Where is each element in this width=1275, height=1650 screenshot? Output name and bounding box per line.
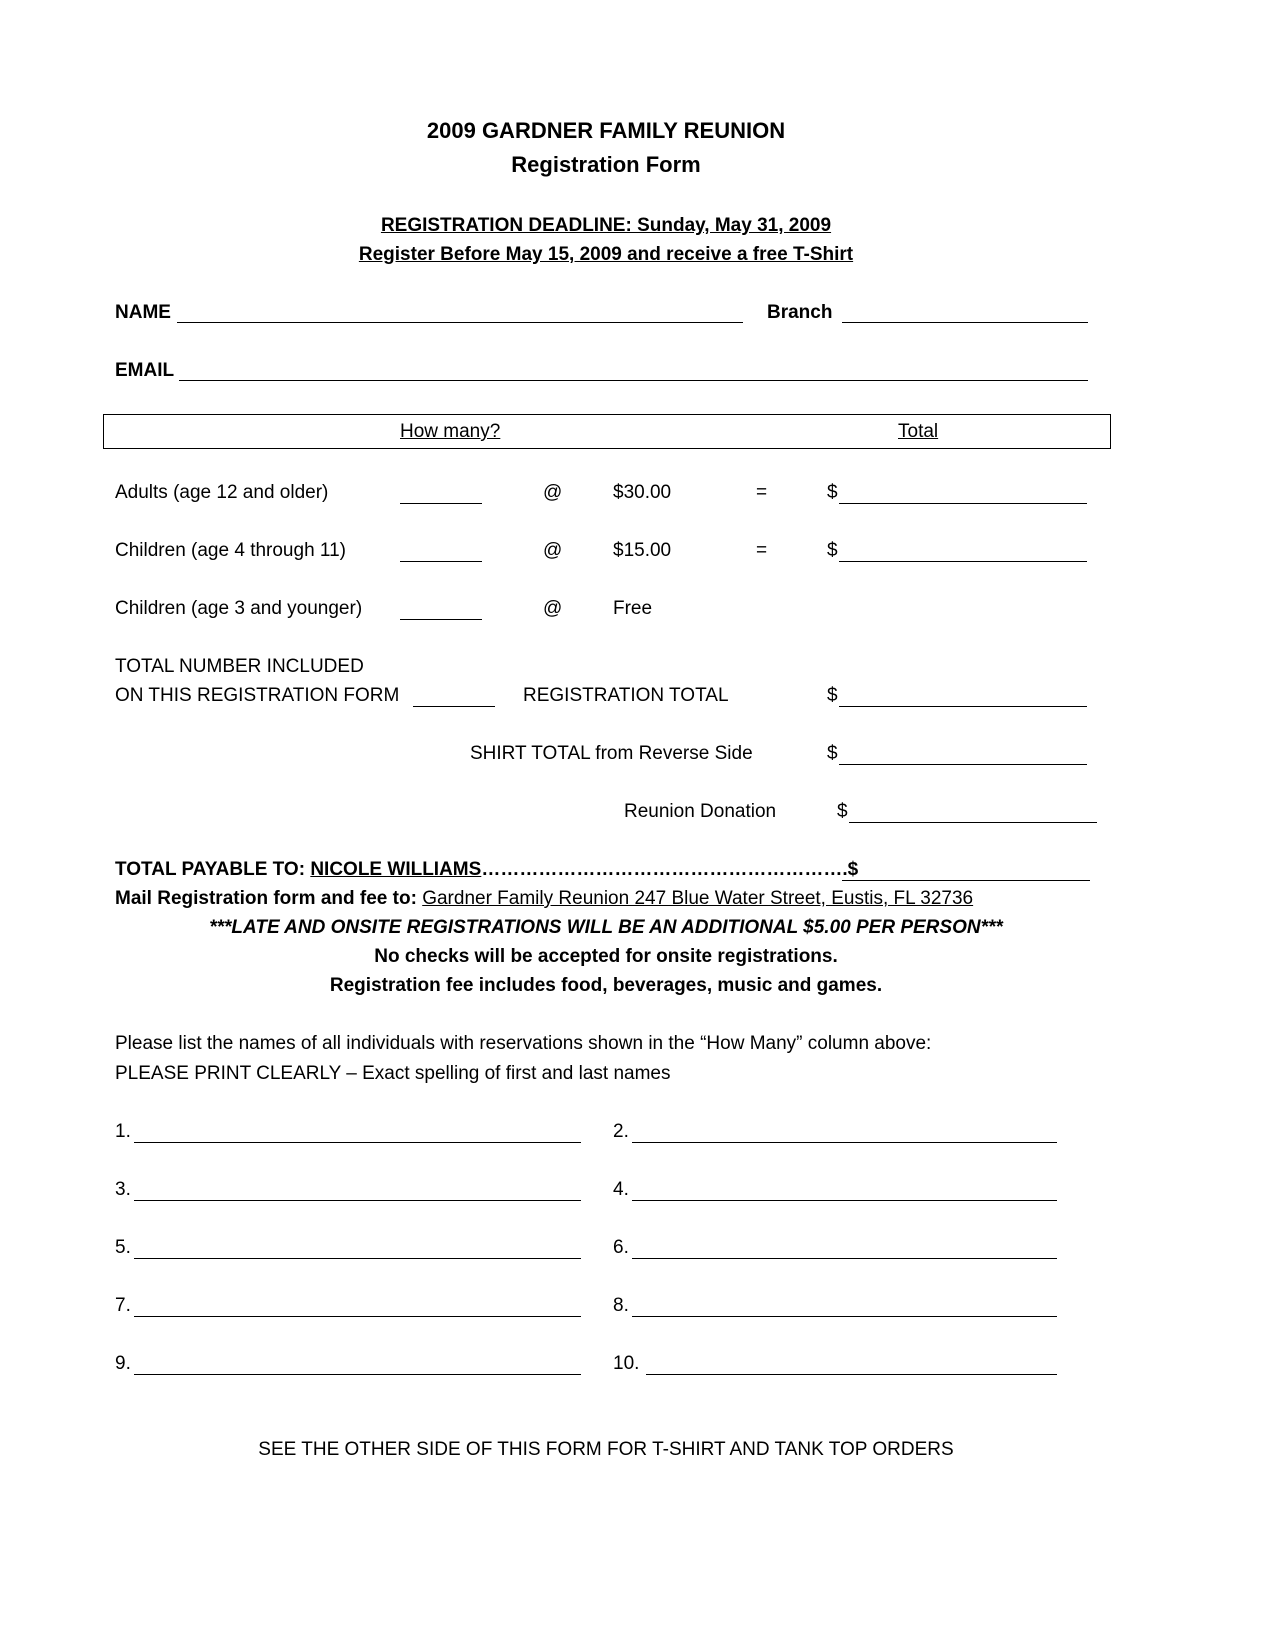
- total-payable-label: TOTAL PAYABLE TO:: [115, 859, 311, 880]
- attendee-name-field[interactable]: [134, 1374, 581, 1375]
- name-number: 4.: [613, 1179, 629, 1200]
- registration-total-label: REGISTRATION TOTAL: [523, 685, 729, 706]
- instructions: Please list the names of all individuals with reservations shown in the “How Many” column above:: [115, 1033, 932, 1054]
- donation-label: Reunion Donation: [624, 801, 777, 822]
- total-payable: [115, 858, 858, 882]
- total-number-label-1: TOTAL NUMBER INCLUDED: [115, 656, 364, 677]
- row-label: Children (age 4 through 11): [115, 540, 346, 561]
- toddlers-count-field[interactable]: [400, 619, 482, 620]
- name-number: 2.: [613, 1121, 629, 1142]
- attendee-name-field[interactable]: [134, 1316, 581, 1317]
- total-number-label-2: ON THIS REGISTRATION FORM: [115, 685, 400, 706]
- attendee-name-field[interactable]: [632, 1142, 1057, 1143]
- column-header-box: [103, 414, 1111, 449]
- mail-label: Mail Registration form and fee to:: [115, 888, 423, 909]
- at-sign: @: [543, 598, 563, 619]
- name-number: 8.: [613, 1295, 629, 1316]
- branch-field[interactable]: [842, 322, 1088, 323]
- name-number: 5.: [115, 1237, 131, 1258]
- name-number: 3.: [115, 1179, 131, 1200]
- donation-field[interactable]: [849, 822, 1097, 823]
- equals: =: [756, 540, 768, 561]
- price: $30.00: [613, 482, 672, 503]
- name-number: 1.: [115, 1121, 131, 1142]
- adults-count-field[interactable]: [400, 503, 482, 504]
- dollar-sign: $: [827, 540, 838, 561]
- name-number: 10.: [613, 1353, 640, 1374]
- dots: ………………………………………………….$: [481, 859, 859, 880]
- email-label: EMAIL: [115, 360, 175, 381]
- shirt-total-field[interactable]: [839, 764, 1087, 765]
- attendee-name-field[interactable]: [632, 1258, 1057, 1259]
- total-header: Total: [898, 421, 939, 442]
- branch-label: Branch: [767, 302, 833, 323]
- deadline: REGISTRATION DEADLINE: Sunday, May 31, 2009: [380, 215, 832, 236]
- name-field[interactable]: [177, 322, 743, 323]
- payee: NICOLE WILLIAMS: [310, 859, 482, 880]
- form-title: 2009 GARDNER FAMILY REUNION: [426, 118, 786, 143]
- row-label: Adults (age 12 and older): [115, 482, 329, 503]
- late-fee-note: ***LATE AND ONSITE REGISTRATIONS WILL BE AN ADDITIONAL $5.00 PER PERSON***: [209, 917, 1003, 938]
- includes-note: Registration fee includes food, beverages, music and games.: [329, 975, 883, 996]
- dollar-sign: $: [827, 482, 838, 503]
- children-count-field[interactable]: [400, 561, 482, 562]
- dollar-sign: $: [827, 685, 838, 706]
- attendee-name-field[interactable]: [646, 1374, 1057, 1375]
- attendee-name-field[interactable]: [134, 1142, 581, 1143]
- print-instructions: PLEASE PRINT CLEARLY – Exact spelling of first and last names: [115, 1063, 671, 1084]
- at-sign: @: [543, 540, 563, 561]
- attendee-name-field[interactable]: [134, 1200, 581, 1201]
- no-checks-note: No checks will be accepted for onsite registrations.: [374, 946, 838, 967]
- price: $15.00: [613, 540, 672, 561]
- total-number-field[interactable]: [413, 706, 495, 707]
- dollar-sign: $: [827, 743, 838, 764]
- attendee-name-field[interactable]: [632, 1200, 1057, 1201]
- early-registration-note: Register Before May 15, 2009 and receive a free T-Shirt: [358, 244, 854, 265]
- mail-address: Gardner Family Reunion 247 Blue Water Street, Eustis, FL 32736: [422, 888, 974, 909]
- shirt-total-label: SHIRT TOTAL from Reverse Side: [470, 743, 753, 764]
- at-sign: @: [543, 482, 563, 503]
- footer-note: SEE THE OTHER SIDE OF THIS FORM FOR T-SHIRT AND TANK TOP ORDERS: [258, 1439, 954, 1460]
- total-payable-field[interactable]: [842, 880, 1090, 881]
- adults-total-field[interactable]: [839, 503, 1087, 504]
- price: Free: [613, 598, 653, 619]
- equals: =: [756, 482, 768, 503]
- attendee-name-field[interactable]: [632, 1316, 1057, 1317]
- email-field[interactable]: [179, 380, 1088, 381]
- name-label: NAME: [115, 302, 171, 323]
- name-number: 6.: [613, 1237, 629, 1258]
- dollar-sign: $: [837, 801, 848, 822]
- name-number: 7.: [115, 1295, 131, 1316]
- row-label: Children (age 3 and younger): [115, 598, 363, 619]
- attendee-name-field[interactable]: [134, 1258, 581, 1259]
- mail-to: [115, 887, 973, 911]
- how-many-header: How many?: [400, 421, 501, 442]
- form-subtitle: Registration Form: [511, 152, 701, 177]
- name-number: 9.: [115, 1353, 131, 1374]
- registration-total-field[interactable]: [839, 706, 1087, 707]
- children-total-field[interactable]: [839, 561, 1087, 562]
